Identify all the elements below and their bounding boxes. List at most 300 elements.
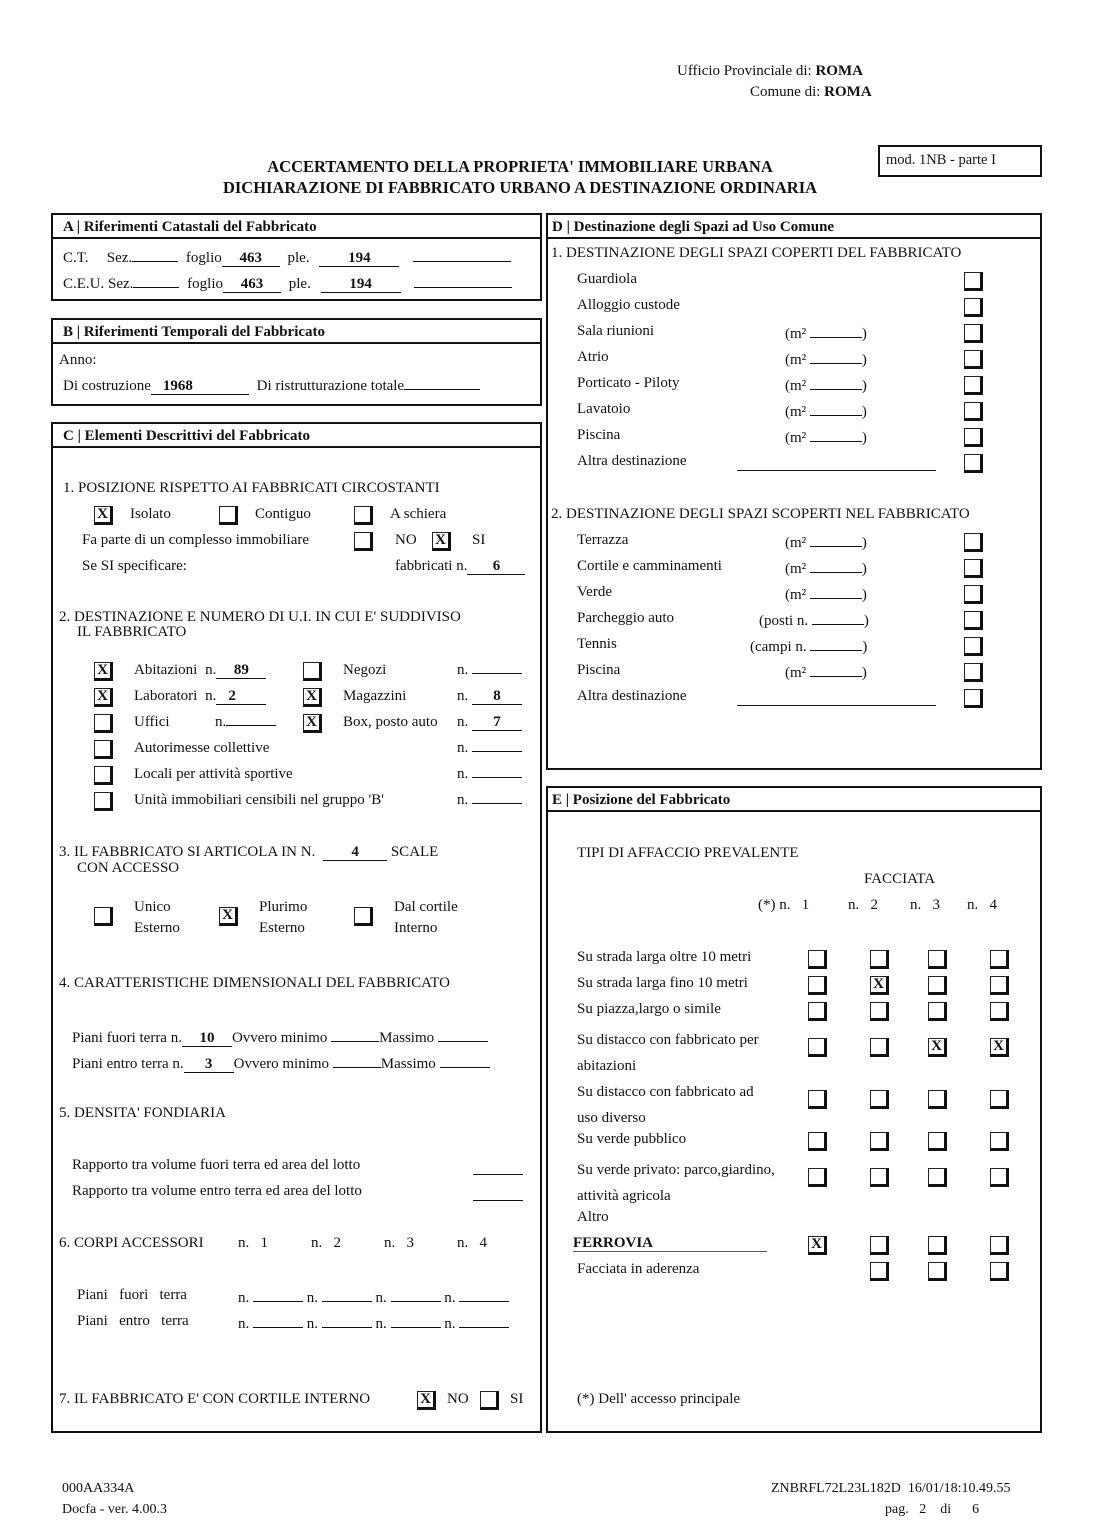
piani-entro-row [72,1053,490,1073]
footnote: (*) Dell' accesso principale [577,1391,741,1407]
locali-sportivi-n [457,766,522,783]
n-label: n. [306,1290,318,1306]
massimo-label: Massimo [380,1056,436,1072]
piscina-coperta-area [785,427,867,447]
guardiola-label: Guardiola [577,271,637,287]
plurimo-esterno-label [259,897,307,939]
ct-sez-field[interactable] [132,247,178,262]
ct-extra-field[interactable] [413,247,511,262]
costruzione-field[interactable]: 1968 [151,379,249,395]
q2-title [59,610,461,640]
atrio-label: Atrio [577,349,609,365]
close-paren: ) [862,639,868,655]
minimo-label: Ovvero minimo [233,1056,330,1072]
n-label: n. [205,662,217,678]
laboratori-label: Laboratori [134,688,198,704]
n-label: n. [457,714,469,730]
cortile-si-checkbox[interactable] [480,1391,499,1410]
fabbricati-field[interactable]: 6 [467,559,525,575]
laboratori-checkbox[interactable]: X [94,688,113,707]
aderenza-f4-checkbox[interactable] [990,1262,1009,1281]
complesso-si-label: SI [472,532,486,548]
sala-riunioni-field[interactable] [810,323,862,338]
gruppo-b-field[interactable] [472,803,522,804]
facciata-col-2 [848,897,878,914]
verde-pubblico-f4-checkbox[interactable] [990,1132,1009,1151]
magazzini-label: Magazzini [343,688,407,704]
parcheggio-field[interactable] [812,610,864,625]
distacco-abitazioni-f4-checkbox[interactable]: X [990,1038,1009,1057]
altro-f4-checkbox[interactable] [990,1236,1009,1255]
cortile-label: Cortile e camminamenti [577,558,722,574]
distacco-diverso-f2-checkbox[interactable] [870,1090,889,1109]
verde-pubblico-f3-checkbox[interactable] [928,1132,947,1151]
model-label-box [878,145,1042,177]
rapporto-entro-label: Rapporto tra volume entro terra ed area del lotto [72,1183,362,1199]
distacco-abitazioni-f2-checkbox[interactable] [870,1038,889,1057]
ceu-ple-field[interactable]: 194 [321,277,401,293]
q3-title-prefix: 3. IL FABBRICATO SI ARTICOLA IN N. [59,844,316,860]
complesso-no-checkbox[interactable] [354,532,373,551]
foglio-label: foglio [187,276,224,292]
verde-privato-f4-checkbox[interactable] [990,1168,1009,1187]
piazza-f1-checkbox[interactable] [808,1002,827,1021]
locali-sportivi-field[interactable] [472,777,522,778]
ceu-extra-field[interactable] [414,273,512,288]
strada-fino-10-f1-checkbox[interactable] [808,976,827,995]
unico-esterno-line-2: Esterno [134,920,180,936]
laboratori-field[interactable]: 2 [216,689,266,705]
verde-checkbox[interactable] [964,585,983,604]
column-number: 3 [932,897,940,913]
magazzini-n [457,688,522,705]
guardiola-checkbox[interactable] [964,272,983,291]
column-number: 1 [801,897,810,913]
q2-title-line-2: IL FABBRICATO [77,624,187,640]
terrazza-label: Terrazza [577,532,629,548]
cortile-no-label: NO [447,1391,469,1407]
cortile-interno-line-2: Interno [394,920,438,936]
close-paren: ) [861,665,867,681]
user-timestamp: ZNBRFL72L23L182D 16/01/18:10.49.55 [771,1481,1011,1496]
distacco-abitazioni-label [577,1027,759,1079]
piscina-scoperta-label: Piscina [577,662,621,678]
piscina-coperta-field[interactable] [810,427,862,442]
verde-pubblico-f2-checkbox[interactable] [870,1132,889,1151]
facciata-col-1 [758,897,809,914]
ple-label: ple. [287,250,310,266]
strada-fino-10-f2-checkbox[interactable]: X [870,976,889,995]
distacco-diverso-f1-checkbox[interactable] [808,1090,827,1109]
foglio-label: foglio [185,250,222,266]
close-paren: ) [861,430,867,446]
porticato-label: Porticato - Piloty [577,375,680,391]
close-paren: ) [861,352,867,368]
comune-label: Comune di: [750,84,821,100]
strada-oltre-10-f1-checkbox[interactable] [808,950,827,969]
corpi-col-1 [238,1235,268,1252]
area-unit: (m² [785,665,807,681]
q6-title: 6. CORPI ACCESSORI [59,1235,204,1251]
strada-oltre-10-f2-checkbox[interactable] [870,950,889,969]
autorimesse-field[interactable] [472,751,522,752]
atrio-checkbox[interactable] [964,350,983,369]
atrio-field[interactable] [810,349,862,364]
corpi-fuori-1-field[interactable] [253,1287,303,1302]
box-posto-auto-n [457,714,522,731]
lavatoio-checkbox[interactable] [964,402,983,421]
plurimo-esterno-line-2: Esterno [259,920,305,936]
strada-fino-10-f4-checkbox[interactable] [990,976,1009,995]
strada-oltre-10-f4-checkbox[interactable] [990,950,1009,969]
isolato-checkbox[interactable]: X [94,506,113,525]
uffici-field[interactable] [226,725,276,726]
altro-f1-checkbox[interactable]: X [808,1236,827,1255]
uffici-checkbox[interactable] [94,714,113,733]
gruppo-b-checkbox[interactable] [94,792,113,811]
altra-scoperta-checkbox[interactable] [964,689,983,708]
box-posto-auto-label: Box, posto auto [343,714,438,730]
ceu-sez-field[interactable] [133,273,179,288]
altra-coperta-label: Altra destinazione [577,453,687,469]
piazza-label: Su piazza,largo o simile [577,1001,721,1017]
verde-privato-label [577,1157,775,1209]
model-label: mod. 1NB - parte I [886,152,996,168]
complesso-label: Fa parte di un complesso immobiliare [82,532,310,548]
altro-label: Altro [577,1209,609,1225]
n-label: n. [848,897,860,913]
piazza-f2-checkbox[interactable] [870,1002,889,1021]
corpi-col-4 [457,1235,487,1252]
of-label: di [940,1502,952,1517]
tennis-field[interactable] [810,636,862,651]
plurimo-esterno-checkbox[interactable]: X [219,907,238,926]
area-unit: (m² [785,326,807,342]
page-number: 2 [919,1502,927,1517]
fabbricati-label: fabbricati n. [395,558,468,574]
contiguo-label: Contiguo [255,506,311,522]
altra-scoperta-field[interactable] [737,691,936,706]
ufficio-value: ROMA [815,63,863,79]
autorimesse-label: Autorimesse collettive [134,740,270,756]
a-schiera-label: A schiera [390,506,447,522]
cortile-checkbox[interactable] [964,559,983,578]
section-a [51,213,542,301]
tennis-label: Tennis [577,636,617,652]
campi-unit: (campi n. [750,639,807,655]
atrio-area [785,349,867,369]
q4-title: 4. CARATTERISTICHE DIMENSIONALI DEL FABBRICATO [59,975,450,991]
corpi-entro-1-field[interactable] [253,1313,303,1328]
ufficio-provinciale [677,63,863,80]
porticato-field[interactable] [810,375,862,390]
verde-area [785,584,867,604]
abitazioni-field[interactable]: 89 [216,663,266,679]
close-paren: ) [861,561,867,577]
close-paren: ) [861,404,867,420]
area-unit: (m² [785,430,807,446]
section-b-title: B | Riferimenti Temporali del Fabbricato [53,320,540,344]
close-paren: ) [863,613,869,629]
complesso-si-checkbox[interactable]: X [432,532,451,551]
n-label: n. [306,1316,318,1332]
piani-fuori-label: Piani fuori terra n. [72,1030,182,1046]
n-label: n. [238,1290,250,1306]
altra-coperta-field[interactable] [737,456,936,471]
aderenza-f2-checkbox[interactable] [870,1262,889,1281]
unico-esterno-checkbox[interactable] [94,907,113,926]
complesso-no-label: NO [395,532,417,548]
ceu-row [63,273,512,293]
area-unit: (m² [785,535,807,551]
anno-row [63,378,480,395]
piazza-f4-checkbox[interactable] [990,1002,1009,1021]
n-label: n. [967,897,979,913]
box-posto-auto-field[interactable]: 7 [472,715,522,731]
piani-entro-massimo-field[interactable] [440,1053,490,1068]
piscina-coperta-checkbox[interactable] [964,428,983,447]
sez-label: Sez. [106,250,133,266]
corpi-entro-3-field[interactable] [391,1313,441,1328]
distacco-abitazioni-line-2: abitazioni [577,1058,637,1074]
strada-oltre-10-f3-checkbox[interactable] [928,950,947,969]
piscina-coperta-label: Piscina [577,427,621,443]
n-label: n. [910,897,922,913]
verde-label: Verde [577,584,612,600]
piscina-scoperta-area [785,662,867,682]
negozi-field[interactable] [472,673,522,674]
negozi-n [457,662,522,679]
close-paren: ) [861,587,867,603]
column-number: 4 [989,897,997,913]
verde-pubblico-f1-checkbox[interactable] [808,1132,827,1151]
n-label: n. [457,740,469,756]
sala-riunioni-checkbox[interactable] [964,324,983,343]
abitazioni-checkbox[interactable]: X [94,662,113,681]
corpi-entro-fields [238,1313,509,1333]
title-line-1: ACCERTAMENTO DELLA PROPRIETA' IMMOBILIARE URBANA [267,157,773,176]
piscina-scoperta-checkbox[interactable] [964,663,983,682]
anno-label: Anno: [59,352,97,368]
altro-f2-checkbox[interactable] [870,1236,889,1255]
verde-privato-line-2: attività agricola [577,1188,671,1204]
ple-label: ple. [288,276,311,292]
section-e-title: E | Posizione del Fabbricato [548,788,1040,812]
terrazza-field[interactable] [810,532,862,547]
distacco-abitazioni-f1-checkbox[interactable] [808,1038,827,1057]
ufficio-label: Ufficio Provinciale di: [677,63,812,79]
fabbricati-row [395,558,525,575]
lavatoio-field[interactable] [810,401,862,416]
area-unit: (m² [785,404,807,420]
distacco-abitazioni-f3-checkbox[interactable]: X [928,1038,947,1057]
posti-unit: (posti n. [759,613,809,629]
piscina-scoperta-field[interactable] [810,662,862,677]
ct-row [63,247,511,267]
area-unit: (m² [785,352,807,368]
rapporto-fuori-field[interactable] [473,1160,523,1175]
terrazza-checkbox[interactable] [964,533,983,552]
distacco-abitazioni-line-1: Su distacco con fabbricato per [577,1032,759,1048]
facciata-label: FACCIATA [864,871,936,887]
n-label: n. [457,688,469,704]
altro-f3-checkbox[interactable] [928,1236,947,1255]
area-unit: (m² [785,378,807,394]
corpi-entro-label: Piani entro terra [77,1313,189,1329]
corpi-fuori-label: Piani fuori terra [77,1287,187,1303]
contiguo-checkbox[interactable] [219,506,238,525]
corpi-fuori-4-field[interactable] [459,1287,509,1302]
n-label: n. [457,1235,469,1251]
verde-pubblico-label: Su verde pubblico [577,1131,687,1147]
corpi-entro-2-field[interactable] [322,1313,372,1328]
affaccio-title: TIPI DI AFFACCIO PREVALENTE [577,845,799,861]
altra-scoperta-label: Altra destinazione [577,688,687,704]
aderenza-label: Facciata in aderenza [577,1261,700,1277]
alloggio-custode-checkbox[interactable] [964,298,983,317]
page-label: pag. [885,1502,909,1517]
magazzini-field[interactable]: 8 [472,689,522,705]
n-label: n. [311,1235,323,1251]
uffici-n [215,714,276,731]
ristrutturazione-label: Di ristrutturazione totale [256,378,405,394]
strada-oltre-10-label: Su strada larga oltre 10 metri [577,949,752,965]
piani-entro-label: Piani entro terra n. [72,1056,184,1072]
cortile-area [785,558,867,578]
corpi-col-3 [384,1235,414,1252]
abitazioni-row [134,662,266,679]
aderenza-f3-checkbox[interactable] [928,1262,947,1281]
verde-privato-f1-checkbox[interactable] [808,1168,827,1187]
section-a-title: A | Riferimenti Catastali del Fabbricato [53,215,540,239]
locali-sportivi-label: Locali per attività sportive [134,766,293,782]
distacco-diverso-label [577,1079,754,1131]
ristrutturazione-field[interactable] [404,389,480,390]
column-number: 2 [333,1235,341,1251]
negozi-checkbox[interactable] [303,662,322,681]
distacco-diverso-f3-checkbox[interactable] [928,1090,947,1109]
corpi-fuori-3-field[interactable] [391,1287,441,1302]
cortile-field[interactable] [810,558,862,573]
altra-coperta-checkbox[interactable] [964,454,983,473]
column-number: 1 [260,1235,268,1251]
piani-entro-field[interactable]: 3 [184,1057,234,1073]
parcheggio-label: Parcheggio auto [577,610,675,626]
uffici-label: Uffici [134,714,170,730]
close-paren: ) [861,326,867,342]
verde-privato-f3-checkbox[interactable] [928,1168,947,1187]
tennis-checkbox[interactable] [964,637,983,656]
ct-foglio-field[interactable]: 463 [222,251,280,267]
q5-title: 5. DENSITA' FONDIARIA [59,1105,226,1121]
n-label: n. [375,1290,387,1306]
piani-fuori-minimo-field[interactable] [331,1027,379,1042]
corpi-fuori-2-field[interactable] [322,1287,372,1302]
porticato-area [785,375,867,395]
section-c-title: C | Elementi Descrittivi del Fabbricato [53,424,540,448]
close-paren: ) [861,378,867,394]
costruzione-label: Di costruzione [63,378,151,394]
piani-fuori-field[interactable]: 10 [182,1031,232,1047]
porticato-checkbox[interactable] [964,376,983,395]
lavatoio-label: Lavatoio [577,401,631,417]
negozi-label: Negozi [343,662,387,678]
n-label: n. [238,1316,250,1332]
rapporto-fuori-label: Rapporto tra volume fuori terra ed area del lotto [72,1157,361,1173]
area-unit: (m² [785,561,807,577]
magazzini-checkbox[interactable]: X [303,688,322,707]
ceu-label: C.E.U. [63,276,105,292]
distacco-diverso-line-1: Su distacco con fabbricato ad [577,1084,754,1100]
section-d-title: D | Destinazione degli Spazi ad Uso Comune [548,215,1040,239]
facciata-col-4 [967,897,997,914]
rapporto-entro-field[interactable] [473,1186,523,1201]
sala-riunioni-label: Sala riunioni [577,323,655,339]
autorimesse-checkbox[interactable] [94,740,113,759]
n-label: n. [205,688,217,704]
corpi-col-2 [311,1235,341,1252]
n-label: n. [215,714,227,730]
section-b [51,318,542,406]
sez-label: Sez. [108,276,134,292]
massimo-label: Massimo [379,1030,435,1046]
a-schiera-checkbox[interactable] [354,506,373,525]
isolato-label: Isolato [130,506,171,522]
cortile-interno-checkbox[interactable] [354,907,373,926]
strada-fino-10-f3-checkbox[interactable] [928,976,947,995]
corpi-entro-4-field[interactable] [459,1313,509,1328]
strada-fino-10-label: Su strada larga fino 10 metri [577,975,748,991]
piani-fuori-massimo-field[interactable] [438,1027,488,1042]
ceu-foglio-field[interactable]: 463 [223,277,281,293]
verde-privato-line-1: Su verde privato: parco,giardino, [577,1162,775,1178]
q3-title [59,845,438,876]
verde-field[interactable] [810,584,862,599]
area-unit: (m² [785,587,807,603]
ct-ple-field[interactable]: 194 [319,251,399,267]
parcheggio-checkbox[interactable] [964,611,983,630]
column-number: 4 [479,1235,487,1251]
n-label: n. [238,1235,250,1251]
altro-field[interactable]: FERROVIA [573,1235,767,1252]
minimo-label: Ovvero minimo [231,1030,328,1046]
verde-privato-f2-checkbox[interactable] [870,1168,889,1187]
locali-sportivi-checkbox[interactable] [94,766,113,785]
distacco-diverso-f4-checkbox[interactable] [990,1090,1009,1109]
covered-spaces-title: 1. DESTINAZIONE DEGLI SPAZI COPERTI DEL FABBRICATO [551,245,962,261]
cortile-si-label: SI [510,1391,524,1407]
piani-entro-minimo-field[interactable] [333,1053,381,1068]
q7-title: 7. IL FABBRICATO E' CON CORTILE INTERNO [59,1391,371,1407]
piazza-f3-checkbox[interactable] [928,1002,947,1021]
page-indicator [885,1502,979,1518]
n-label: n. [444,1290,456,1306]
laboratori-row [134,688,266,705]
n-label: n. [444,1316,456,1332]
box-posto-auto-checkbox[interactable]: X [303,714,322,733]
document-code: 000AA334A [62,1481,135,1496]
distacco-diverso-line-2: uso diverso [577,1110,646,1126]
column-number: 2 [870,897,878,913]
q2-title-line-1: 2. DESTINAZIONE E NUMERO DI U.I. IN CUI E' SUDDIVISO [59,609,461,625]
cortile-no-checkbox[interactable]: X [417,1391,436,1410]
scale-count-field[interactable]: 4 [323,845,387,861]
column-number: 3 [406,1235,414,1251]
ct-label: C.T. [63,250,89,266]
close-paren: ) [861,535,867,551]
terrazza-area [785,532,867,552]
asterisk-n-label: (*) n. [758,897,791,913]
